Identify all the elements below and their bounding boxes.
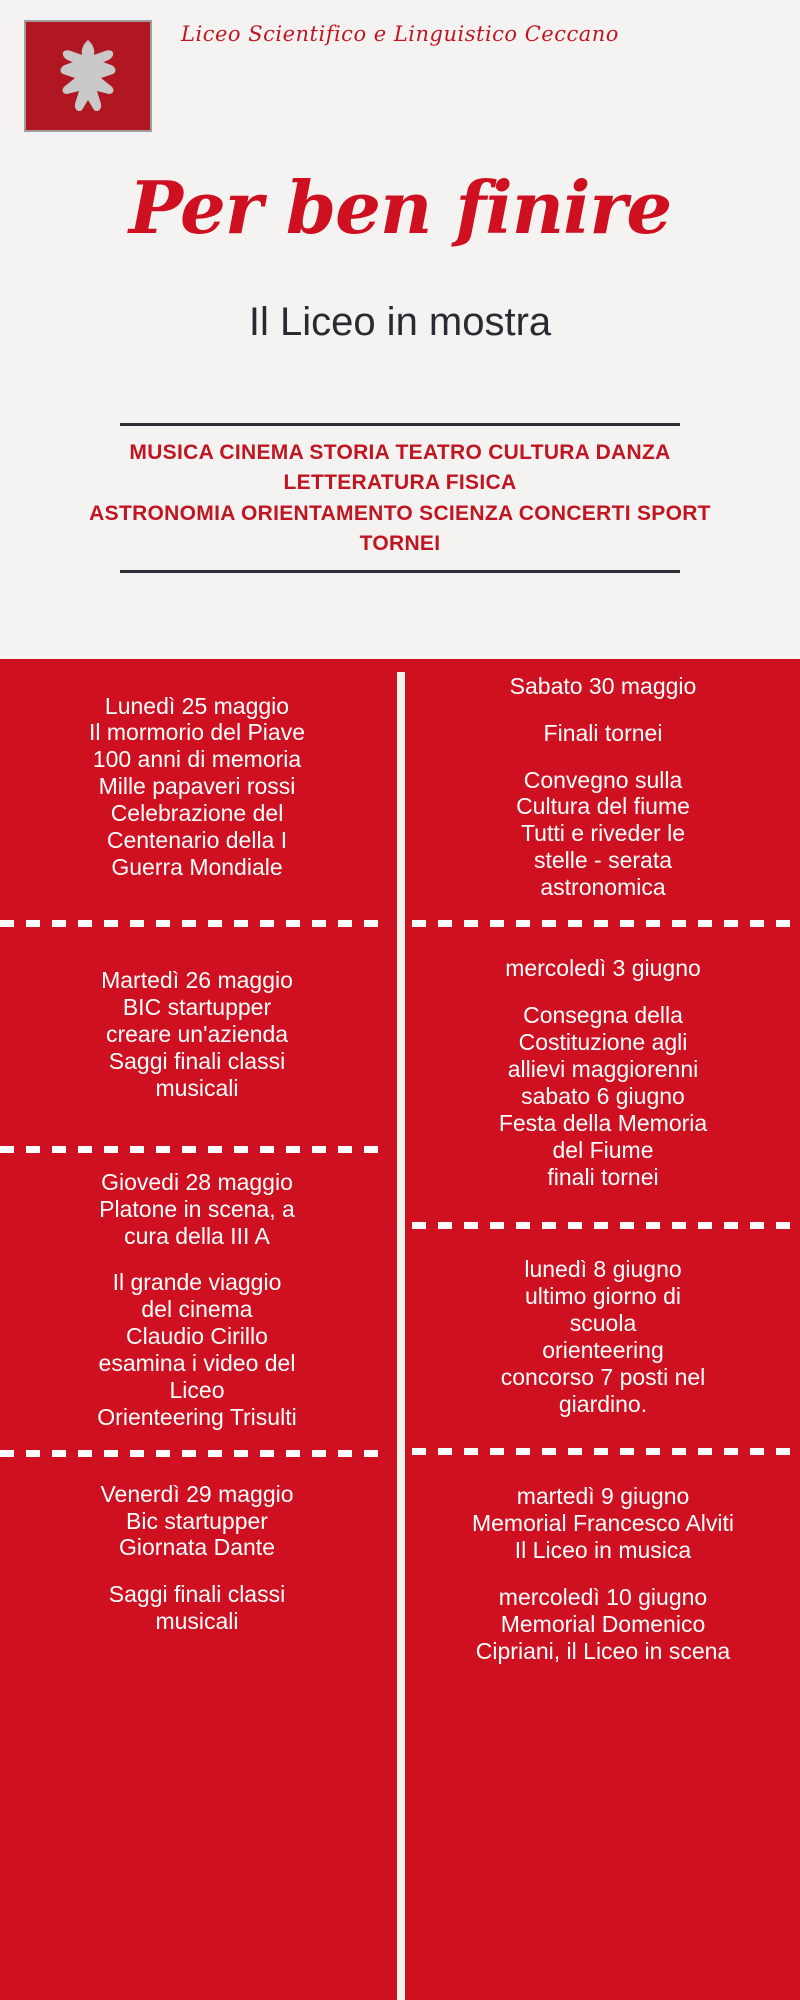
entry-line: esamina i video del	[98, 1350, 296, 1377]
entry-date: mercoledì 3 giugno	[505, 955, 701, 982]
entry-line: Celebrazione del	[110, 800, 284, 827]
entry-line: Platone in scena, a	[99, 1195, 295, 1222]
agenda-entry	[0, 1155, 394, 1447]
entry-line: Convegno sulla	[523, 766, 683, 793]
entry-line: BIC startupper	[122, 994, 272, 1021]
entry-line: Cipriani, il Liceo in scena	[475, 1637, 731, 1664]
agenda-entry	[0, 1459, 394, 1659]
column-gutter	[397, 672, 405, 2000]
entry-line: stelle - serata	[533, 847, 673, 874]
entry-line: creare un'azienda	[105, 1021, 289, 1048]
entry-line: Giornata Dante	[119, 1534, 275, 1561]
agenda-column-right	[400, 659, 800, 2000]
divider-bottom	[120, 570, 680, 573]
entry-line: del Fiume	[552, 1136, 654, 1163]
agenda-entry	[0, 929, 394, 1143]
entry-line: orienteering	[542, 1337, 664, 1364]
entry-line: Finali tornei	[543, 719, 663, 746]
entry-line: Saggi finali classi	[108, 1581, 286, 1608]
entry-date: Sabato 30 maggio	[509, 672, 697, 699]
entry-separator	[0, 1143, 394, 1155]
entry-line: concorso 7 posti nel	[500, 1364, 706, 1390]
entry-line: Festa della Memoria	[498, 1110, 708, 1136]
school-name: Liceo Scientifico e Linguistico Ceccano	[181, 22, 619, 46]
agenda-entry	[406, 1457, 800, 1693]
entry-line: Il grande viaggio	[112, 1269, 282, 1296]
page-title: Per ben finire	[128, 165, 672, 250]
page-subtitle: Il Liceo in mostra	[248, 300, 552, 344]
entry-line: Liceo	[169, 1377, 225, 1404]
entry-line: sabato 6 giugno	[521, 1083, 685, 1110]
entry-line: Cultura del fiume	[516, 793, 690, 820]
entry-line: musicali	[155, 1608, 239, 1635]
entry-line: Claudio Cirillo	[126, 1323, 268, 1350]
agenda-entry	[406, 929, 800, 1219]
entry-line: allievi maggiorenni	[507, 1056, 699, 1083]
entry-date: Venerdì 29 maggio	[100, 1480, 294, 1507]
entry-date: lunedì 8 giugno	[524, 1256, 682, 1283]
entry-line: Bic startupper	[126, 1507, 268, 1534]
poster-header	[0, 0, 800, 160]
entry-line: astronomica	[540, 874, 666, 901]
entry-separator	[0, 917, 394, 929]
entry-line: 100 anni di memoria	[92, 746, 302, 773]
entry-line: giardino.	[558, 1390, 648, 1417]
agenda-entry	[406, 1231, 800, 1445]
entry-line: Memorial Francesco Alviti	[471, 1510, 735, 1537]
entry-date: martedì 9 giugno	[516, 1483, 690, 1510]
entry-line: Guerra Mondiale	[111, 854, 283, 881]
entry-separator	[406, 917, 800, 929]
entry-line: musicali	[155, 1075, 239, 1102]
entry-line: finali tornei	[547, 1163, 659, 1190]
entry-line: cura della III A	[124, 1222, 270, 1249]
entry-date: mercoledì 10 giugno	[498, 1584, 708, 1611]
entry-line: Orienteering Trisulti	[97, 1404, 297, 1430]
entry-separator	[406, 1219, 800, 1231]
entry-line: Il Liceo in musica	[514, 1537, 692, 1564]
agenda-entry	[406, 659, 800, 917]
entry-line: Consegna della	[523, 1002, 683, 1029]
keywords-text	[55, 426, 745, 570]
keywords-line-1: MUSICA CINEMA STORIA TEATRO CULTURA DANZA LETTERATURA FISICA	[129, 441, 671, 495]
entry-line: Memorial Domenico	[500, 1611, 706, 1637]
entry-date: Lunedì 25 maggio	[104, 692, 290, 719]
entry-line: Costituzione agli	[518, 1029, 688, 1056]
agenda-entry	[0, 659, 394, 917]
entry-line: scuola	[569, 1310, 637, 1337]
entry-line: Tutti e riveder le	[520, 820, 686, 847]
entry-line: Saggi finali classi	[108, 1048, 286, 1075]
entry-line: ultimo giorno di	[525, 1283, 681, 1310]
entry-separator	[0, 1447, 394, 1459]
agenda-column-left	[0, 659, 400, 2000]
entry-line: Il mormorio del Piave	[88, 719, 306, 746]
entry-line: del cinema	[141, 1296, 253, 1323]
keywords-line-2: ASTRONOMIA ORIENTAMENTO SCIENZA CONCERTI SPORT TORNEI	[89, 501, 711, 556]
keywords-block	[0, 423, 800, 573]
entry-line: Mille papaveri rossi	[98, 773, 296, 800]
entry-date: Martedì 26 maggio	[101, 967, 293, 994]
entry-date: Giovedi 28 maggio	[101, 1168, 293, 1195]
entry-separator	[406, 1445, 800, 1457]
entry-line: Centenario della I	[106, 827, 288, 854]
